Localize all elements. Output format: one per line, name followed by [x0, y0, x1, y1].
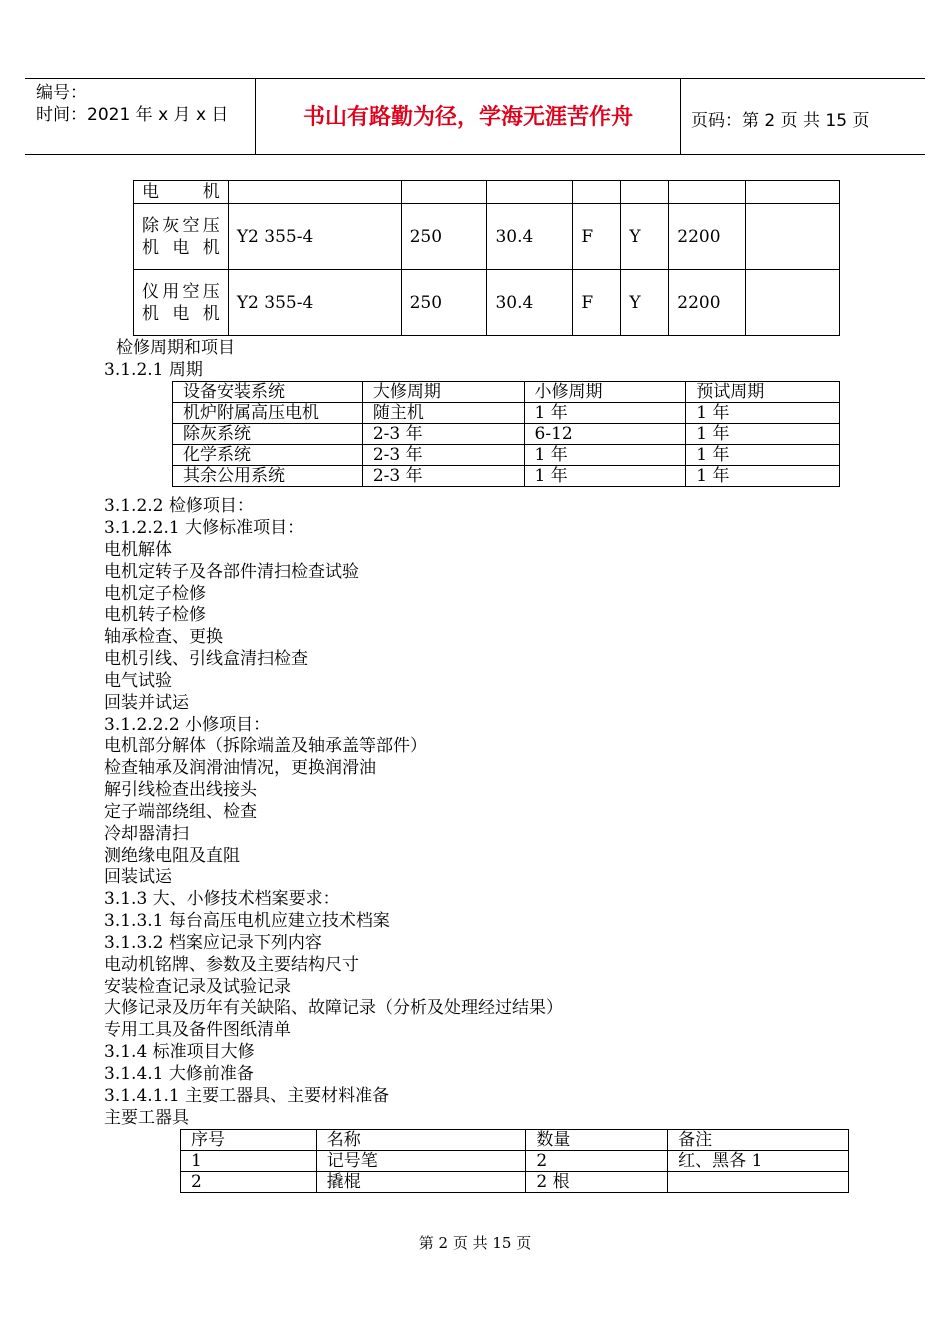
table-row [181, 1172, 849, 1193]
body-line: 3.1.3.2 档案应记录下列内容 [104, 933, 322, 953]
table-cell: 250 [401, 270, 487, 336]
body-line: 专用工具及备件图纸清单 [104, 1020, 291, 1040]
table-cell: 250 [401, 204, 487, 270]
table-row [134, 181, 840, 204]
cycle-heading: 3.1.2.1 周期 [104, 360, 203, 380]
table-cell: 记号笔 [316, 1151, 526, 1172]
body-line: 主要工器具 [104, 1108, 189, 1128]
body-line: 电机转子检修 [104, 605, 206, 625]
table-row [173, 445, 840, 466]
body-line: 电机部分解体（拆除端盖及轴承盖等部件） [104, 736, 427, 756]
body-line: 电气试验 [104, 671, 172, 691]
body-line: 电机定转子及各部件清扫检查试验 [104, 562, 359, 582]
table-cell: 机炉附属高压电机 [173, 403, 363, 424]
table-cell: 1 年 [686, 445, 840, 466]
body-line: 3.1.2.2.1 大修标准项目： [104, 518, 305, 538]
table-cell: 1 [181, 1151, 317, 1172]
table-row [134, 204, 840, 270]
table-row [173, 466, 840, 487]
body-line: 定子端部绕组、检查 [104, 802, 257, 822]
motor-name-cell: 仪用空压机电机 [134, 270, 229, 336]
table-cell [668, 1172, 849, 1193]
body-line: 3.1.2.2.2 小修项目： [104, 715, 271, 735]
column-header: 预试周期 [686, 382, 840, 403]
tools-table [180, 1129, 849, 1193]
header-divider-right [680, 78, 681, 155]
table-header-row [181, 1130, 849, 1151]
body-line: 3.1.4.1.1 主要工器具、主要材料准备 [104, 1086, 390, 1106]
column-header: 数量 [526, 1130, 668, 1151]
table-row [181, 1151, 849, 1172]
body-line: 电动机铭牌、参数及主要结构尺寸 [104, 955, 359, 975]
table-cell: Y2 355-4 [228, 204, 401, 270]
table-cell: 2-3 年 [362, 424, 524, 445]
table-cell: 1 年 [686, 466, 840, 487]
cycle-table [172, 381, 840, 487]
section-title: 检修周期和项目 [116, 338, 235, 358]
column-header: 小修周期 [524, 382, 686, 403]
table-cell: 红、黑各 1 [668, 1151, 849, 1172]
body-line: 3.1.3 大、小修技术档案要求： [104, 889, 340, 909]
body-line: 电机解体 [104, 540, 172, 560]
body-line: 检查轴承及润滑油情况，更换润滑油 [104, 758, 376, 778]
serial-label: 编号： [36, 83, 87, 103]
table-row [173, 424, 840, 445]
body-line: 电机定子检修 [104, 584, 206, 604]
motor-name-cell: 电机 [134, 181, 229, 204]
body-line: 测绝缘电阻及直阻 [104, 846, 240, 866]
body-line: 安装检查记录及试验记录 [104, 977, 291, 997]
footer-page-number: 第 2 页 共 15 页 [418, 1234, 532, 1252]
table-cell [228, 181, 401, 204]
motor-name-cell: 除灰空压机电机 [134, 204, 229, 270]
table-cell: 1 年 [524, 466, 686, 487]
table-cell: 1 年 [524, 403, 686, 424]
table-cell: 1 年 [686, 424, 840, 445]
column-header: 备注 [668, 1130, 849, 1151]
table-cell: 除灰系统 [173, 424, 363, 445]
table-cell: 2 根 [526, 1172, 668, 1193]
body-line: 3.1.2.2 检修项目： [104, 496, 254, 516]
column-header: 名称 [316, 1130, 526, 1151]
motor-table [133, 180, 840, 336]
table-cell: Y2 355-4 [228, 270, 401, 336]
body-line: 3.1.3.1 每台高压电机应建立技术档案 [104, 911, 390, 931]
table-cell [621, 181, 669, 204]
table-cell: 30.4 [487, 270, 573, 336]
table-cell: 撬棍 [316, 1172, 526, 1193]
table-row [134, 270, 840, 336]
column-header: 设备安装系统 [173, 382, 363, 403]
table-cell [669, 181, 746, 204]
table-cell: 随主机 [362, 403, 524, 424]
column-header: 序号 [181, 1130, 317, 1151]
table-cell [746, 270, 840, 336]
table-cell: 其余公用系统 [173, 466, 363, 487]
table-cell: F [573, 270, 621, 336]
body-line: 回装试运 [104, 867, 172, 887]
table-cell: F [573, 204, 621, 270]
table-cell [487, 181, 573, 204]
table-cell: 化学系统 [173, 445, 363, 466]
table-cell [746, 181, 840, 204]
header-page-label: 页码：第 2 页 共 15 页 [691, 111, 870, 131]
body-line: 回装并试运 [104, 693, 189, 713]
table-cell: 30.4 [487, 204, 573, 270]
body-line: 电机引线、引线盒清扫检查 [104, 649, 308, 669]
table-cell: 2 [181, 1172, 317, 1193]
header-motto: 书山有路勤为径，学海无涯苦作舟 [302, 105, 633, 130]
table-cell [746, 204, 840, 270]
header-bottom-rule [25, 154, 925, 155]
table-cell: 1 年 [524, 445, 686, 466]
table-cell: 1 年 [686, 403, 840, 424]
table-cell [401, 181, 487, 204]
body-line: 3.1.4 标准项目大修 [104, 1042, 255, 1062]
body-line: 冷却器清扫 [104, 824, 189, 844]
table-cell: 2-3 年 [362, 445, 524, 466]
body-line: 3.1.4.1 大修前准备 [104, 1064, 254, 1084]
body-line: 大修记录及历年有关缺陷、故障记录（分析及处理经过结果） [104, 998, 563, 1018]
body-line: 轴承检查、更换 [104, 627, 223, 647]
table-cell: Y [621, 204, 669, 270]
time-label: 时间：2021 年 x 月 x 日 [36, 105, 229, 125]
table-cell [573, 181, 621, 204]
column-header: 大修周期 [362, 382, 524, 403]
table-cell: 2200 [669, 204, 746, 270]
table-header-row [173, 382, 840, 403]
table-row [173, 403, 840, 424]
body-line: 解引线检查出线接头 [104, 780, 257, 800]
table-cell: 6-12 [524, 424, 686, 445]
table-cell: 2200 [669, 270, 746, 336]
table-cell: 2 [526, 1151, 668, 1172]
table-cell: Y [621, 270, 669, 336]
header-top-rule [25, 78, 925, 79]
table-cell: 2-3 年 [362, 466, 524, 487]
